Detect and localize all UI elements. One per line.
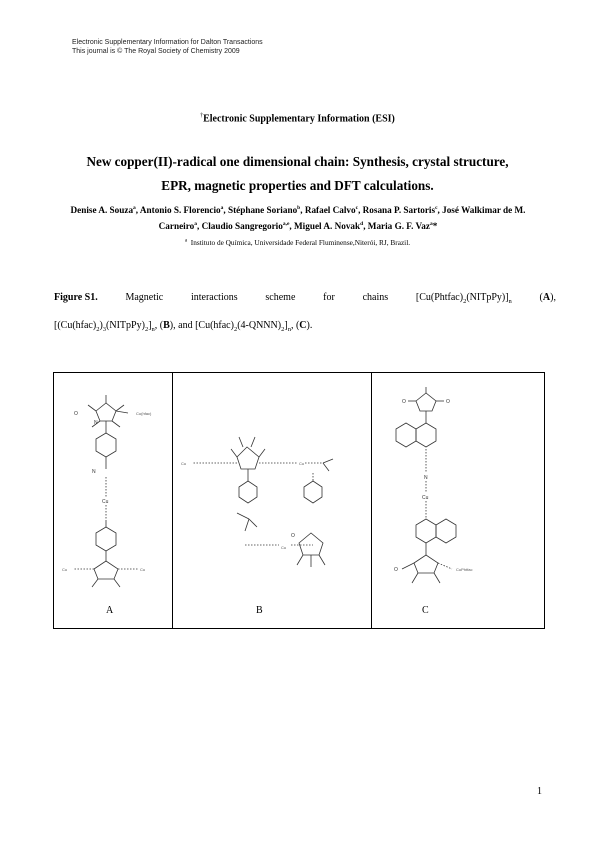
author-affiliation-mark: b	[297, 205, 301, 211]
atom-label-cu: Cu	[281, 545, 287, 550]
atom-label-cu: Cu	[62, 567, 68, 572]
esi-heading-text: Electronic Supplementary Information (ESI)	[203, 113, 395, 125]
title-line-2: EPR, magnetic properties and DFT calculations.	[161, 178, 434, 193]
hfac-ligand-right	[323, 459, 333, 471]
caption-sep: ).	[306, 320, 313, 331]
ref-letter: C	[299, 320, 307, 331]
author-affiliation-mark: a	[220, 205, 224, 211]
dagger-marker: †	[200, 113, 204, 119]
caption-line-1	[54, 286, 556, 314]
atom-label-n: N	[424, 475, 428, 481]
author-affiliation-mark: c	[355, 205, 359, 211]
author-affiliation-mark: a,e	[282, 221, 290, 228]
figure-s1	[53, 372, 545, 629]
panel-a	[54, 373, 173, 628]
caption-line-2	[54, 314, 556, 342]
formula-part: [Cu(Phtfac)	[415, 292, 464, 303]
author-name: Maria G. F. Vaz	[367, 221, 430, 232]
ref-a	[540, 286, 556, 314]
hfac-ligand-b1	[237, 513, 257, 531]
atom-label-o: O	[394, 567, 398, 573]
formula-b	[54, 320, 155, 331]
formula-subscript: 2	[144, 326, 149, 333]
formula-subscript: n	[151, 326, 155, 333]
panel-b	[173, 373, 372, 628]
nitronyl-ring-c1	[408, 387, 444, 411]
author-name: Rosana P. Sartoris	[362, 205, 436, 216]
nitronyl-ring-b2	[297, 533, 325, 567]
pyridine-ring-top	[96, 421, 116, 469]
atom-label-o: O	[291, 533, 295, 539]
panel-c	[372, 373, 544, 628]
esi-heading	[0, 113, 595, 124]
author-name: José Walkimar de M. Carneiro	[158, 205, 526, 232]
formula-a	[416, 286, 512, 314]
atom-label-cu: Cu(hfac)	[136, 411, 152, 416]
formula-subscript: 2	[96, 326, 100, 333]
author-affiliation-mark: c	[435, 205, 438, 211]
formula-c	[195, 320, 291, 331]
panel-a-label: A	[106, 605, 114, 616]
quinoline-c1	[396, 411, 436, 447]
caption-word: interactions	[190, 292, 238, 303]
header-line-2: This journal is © The Royal Society of Chemistry 2009	[72, 48, 240, 55]
author-affiliation-mark: a	[429, 221, 433, 228]
formula-subscript: 3	[102, 326, 107, 333]
journal-header	[72, 38, 263, 56]
paper-title	[60, 150, 535, 198]
atom-label-cu: Cu	[140, 567, 146, 572]
formula-part: (NITpPy)	[106, 320, 145, 331]
formula-subscript: 2	[463, 298, 467, 305]
figure-caption	[54, 286, 556, 342]
author-affiliation-mark: a	[194, 221, 197, 228]
caption-sep: , (	[290, 320, 300, 331]
atom-label-cu: CuPhtfac	[456, 567, 473, 572]
author-name: Antonio S. Florencio	[139, 205, 221, 216]
atom-label-cu: Cu	[422, 495, 429, 501]
pyridine-ring-bottom	[96, 521, 116, 561]
structure-b-drawing	[173, 373, 371, 603]
atom-label-cu: Cu	[299, 461, 305, 466]
caption-word: for	[323, 292, 335, 303]
panel-c-label: C	[422, 605, 429, 616]
author-affiliation-mark: d	[360, 221, 364, 228]
atom-label-o: O	[446, 399, 450, 405]
formula-subscript: 2	[281, 326, 285, 333]
formula-part: (4-QNNN)	[237, 320, 282, 331]
panel-b-label: B	[256, 605, 263, 616]
formula-part: [(Cu(hfac)	[54, 320, 97, 331]
paren: (	[539, 292, 543, 303]
nitronyl-ring-bottom	[74, 561, 138, 587]
author-name: Miguel A. Novak	[294, 221, 361, 232]
nitronyl-ring-b1	[231, 437, 265, 469]
caption-word: Magnetic	[125, 292, 164, 303]
author-name: Stéphane Soriano	[227, 205, 298, 216]
author-name: Denise A. Souza	[70, 205, 134, 216]
atom-label-cu: Cu	[102, 499, 109, 505]
pyridine-b2	[304, 473, 322, 503]
formula-part: )	[99, 320, 103, 331]
caption-sep: , (	[154, 320, 164, 331]
caption-word: scheme	[265, 292, 296, 303]
nitronyl-ring-c2	[402, 555, 452, 583]
formula-subscript: n	[287, 326, 291, 333]
atom-label-o: O	[402, 399, 406, 405]
affiliation-text: Instituto de Química, Universidade Federal Fluminense,Niterói, RJ, Brazil.	[190, 238, 411, 247]
caption-sep: ), and	[169, 320, 196, 331]
formula-part: (NITpPy)]	[466, 292, 509, 303]
ref-letter: A	[542, 292, 551, 303]
atom-label-o: O	[74, 411, 78, 417]
affiliation-mark: a	[184, 238, 188, 244]
formula-subscript: 2	[233, 326, 238, 333]
corresponding-author-mark: *	[432, 221, 438, 232]
formula-part: ]	[284, 320, 288, 331]
title-line-1: New copper(II)-radical one dimensional chain: Synthesis, crystal structure,	[86, 154, 509, 169]
structure-a-drawing	[54, 373, 172, 603]
formula-part: ]	[148, 320, 152, 331]
figure-label: Figure S1.	[54, 292, 98, 303]
page-number: 1	[537, 786, 542, 797]
atom-label-n: N	[94, 420, 98, 426]
caption-word: chains	[362, 292, 389, 303]
author-list: Denise A. Souza$^a$, Antonio S. Florencio$^a$, Stéphane Soriano$^b$, Rafael Calvo$^c$, Rosana P. Sartoris$^c$, José Walkimar de M. Carneiro$^a$, Claudio Sangregorio$^{a,e}$, Miguel A. Novak$^d$, Maria G. F. Vaz$^a$*	[70, 205, 526, 232]
atom-label-n: N	[92, 469, 96, 475]
formula-subscript: n	[508, 298, 512, 305]
paren: ),	[550, 292, 556, 303]
author-name: Claudio Sangregorio	[201, 221, 283, 232]
author-name: Rafael Calvo	[304, 205, 356, 216]
quinoline-c2	[416, 519, 456, 555]
affiliation	[0, 238, 595, 247]
ref-letter: B	[163, 320, 170, 331]
header-line-1: Electronic Supplementary Information for Dalton Transactions	[72, 39, 263, 46]
pyridine-b1	[239, 469, 257, 503]
formula-part: [Cu(hfac)	[195, 320, 234, 331]
atom-label-cu: Cu	[181, 461, 187, 466]
author-affiliation-mark: a	[133, 205, 136, 211]
structure-c-drawing	[372, 373, 544, 603]
